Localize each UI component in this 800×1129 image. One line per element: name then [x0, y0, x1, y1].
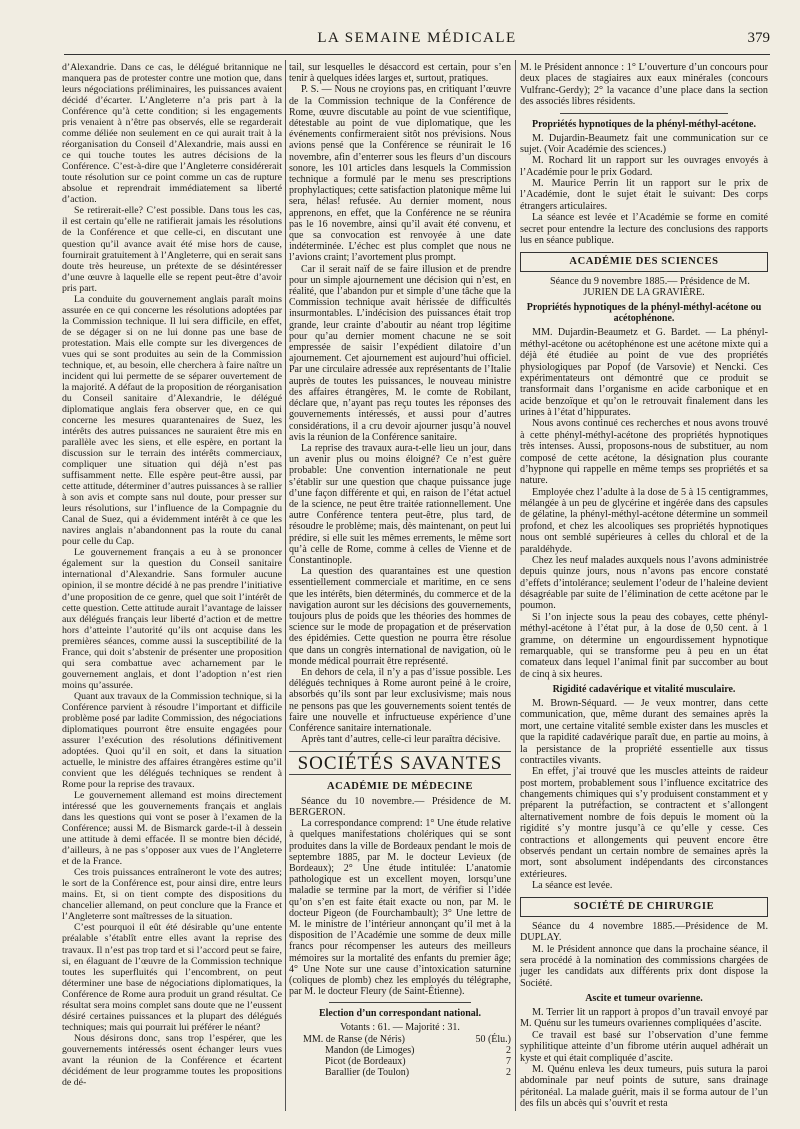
candidate-name: Picot (de Bordeaux)	[325, 1056, 406, 1068]
journal-title: LA SEMAINE MÉDICALE	[317, 30, 517, 46]
divider	[560, 113, 728, 114]
candidate-name: MM. de Ranse (de Néris)	[303, 1033, 405, 1045]
hypnotic-heading-2: Propriétés hypnotiques de la phényl-méthyl-acétone ou acétophénone.	[526, 302, 762, 325]
paragraph: La conduite du gouvernement anglais paraît moins assurée en ce qui concerne les résolutions adoptées par la Commission technique. Il lui sera difficile, en effet, de se dégager si on ne lui donne pas une base de protestation. Mais elle compte sur les divergences de vues qui se sont produites au sein de la Commission technique, et, au besoin, elle cherchera à faire naître un incident qui lui permette de se séparer ouvertement de la majorité. A défaut de la proposition de réorganisation du Conseil sanitaire d’Alexandrie, le délégué diplomatique anglais fera observer que, en ce qui concerne les mesures quarantenaires de Suez, les intérêts des autres puissances ne sauraient être mis en parallèle avec les siens, et elle espère, en portant la discussion sur le terrain des intérêts commerciaux, compliquer une situation qui déjà n’est pas suffisamment nette. Elle espère peut-être aussi, par cette attitude, déterminer d’autres puissances à se rallier à son avis et compte sans nul doute, pour presser sur leurs résolutions, sur l’influence de la Compagnie du Canal de Suez, qui a évidemment intérêt à ce que les navires anglais n’abandonnent pas la route du canal pour celle du Cap.	[62, 293, 282, 548]
header-rule	[64, 54, 770, 55]
paragraph: La reprise des travaux aura-t-elle lieu un jour, dans un avenir plus ou moins éloigné? Ce n’est guère probable: Une convention internationale ne peut s’établir sur une question que chaque puissance juge d’une façon différente et qui, en raison de l’état actuel de la science, ne peut être traitée rationnellement. Une autre Conférence tentera peut-être, plus tard, de résoudre le problème; mais, dès maintenant, on peut lui prédire, si elle suit les mêmes errements, le même sort qu’à celle de Rome, comme à celles de Vienne et de Constantinople.	[289, 442, 511, 566]
paragraph: Car il serait naïf de se faire illusion et de prendre pour un simple ajournement une décision qui n’est, en réalité, que l’abandon pur et simple d’une tâche que la Commission technique avait hérissée de difficultés insurmontables. L’indécision des puissances était trop grande, leur crainte d’aboutir au néant trop légitime pour qu’au dernier moment chacune ne se soit empressée de saisir l’expédient dilatoire d’un ajournement. Cet ajournement est aujourd’hui officiel. Par une circulaire adressée aux représentants de l’Italie auprès de toutes les puissances, le nouveau ministre des affaires étrangères, M. le comte de Robilant, déclare que, n’ayant pas reçu toutes les réponses des gouvernements intéressés, et aussi pour d’autres considérations, il a cru devoir ajourner jusqu’à nouvel avis la réunion de la Conférence sanitaire.	[289, 263, 511, 443]
paragraph: Après tant d’autres, celle-ci leur paraîtra décisive.	[301, 734, 501, 746]
paragraph: M. Quénu enleva les deux tumeurs, puis sutura la paroi abdominale par neuf points de suture, sans drainage péritonéal. La malade guérit, mais il se forma autour de l’un des fils un abcès qui s’ouvrit et resta	[520, 1063, 768, 1109]
page-number: 379	[747, 30, 770, 46]
paragraph: Se retirerait-elle? C’est possible. Dans tous les cas, il est certain qu’elle ne ratifierait jamais les résolutions de la Conférence et que celle-ci, en discutant une question qu’il avance avait été mise hors de cause, fournirait gratuitement à l’Angleterre, qui en serait sans doute très heureuse, un prétexte de se désintéresser d’une œuvre à laquelle elle se repent peut-être d’avoir pris part.	[62, 205, 282, 294]
divider	[329, 1002, 471, 1003]
seance-line: Séance du 10 novembre.— Présidence de M. BERGERON.	[289, 795, 511, 818]
vote-row	[289, 1056, 511, 1067]
paragraph: MM. Dujardin-Beaumetz et G. Bardet. — La phényl-méthyl-acétone ou acétophénone est une acétone mixte qui a déjà été étudiée au point de vue des propriétés physiologiques par Popof (de Varsovie) et Nencki. Ces expérimentateurs ont démontré que ce produit se transformait dans l’organisme en acide carbonique et en acide benzoïque et qu’on le retrouvait finalement dans les urines à l’état d’hippurates.	[520, 327, 768, 418]
vote-count: 7	[506, 1056, 511, 1068]
paragraph: M. Dujardin-Beaumetz fait une communication sur ce sujet. (Voir Académie des sciences.)	[520, 132, 768, 155]
paragraph: Quant aux travaux de la Commission technique, si la Conférence parvient à résoudre l’important et difficile problème posé par ladite Commission, des négociations diplomatiques pourront être ensuite engagées pour assurer l’exécution des résolutions définitivement adoptées. Quoi qu’il en soit, et dans la situation actuelle, le ministre des affaires étrangères estime qu’il convient que les délégués techniques se rendent à Rome pour la reprise des travaux.	[62, 690, 282, 791]
vote-count: 2	[506, 1044, 511, 1056]
paragraph: Nous désirons donc, sans trop l’espérer, que les gouvernements intéressés osent échanger leurs vues avant la réunion de la Conférence et écartent décidément de leur programme toutes les propositions de dé-	[62, 1032, 282, 1088]
paragraph: La séance est levée et l’Académie se forme en comité secret pour entendre la lecture des conclusions des rapports lus en séance publique.	[520, 212, 768, 246]
column-divider-2	[515, 60, 516, 1111]
seance-line: Séance du 9 novembre 1885.— Présidence de M. JURIEN DE LA GRAVIÈRE.	[550, 275, 750, 298]
ascite-heading: Ascite et tumeur ovarienne.	[585, 993, 703, 1004]
president-announcement: M. le Président annonce : 1° L’ouverture d’un concours pour deux places de stagiaires aux eaux minérales (concours Vulfranc-Gerdy); 2° la vacance d’une place dans la section des associés libres résidents.	[520, 62, 768, 108]
votants-line: Votants : 61. — Majorité : 31.	[340, 1022, 460, 1034]
paragraph: tail, sur lesquelles le désaccord est certain, pour s’en tenir à quelques idées larges et, surtout, pratiques.	[289, 62, 511, 85]
paragraph: M. le Président annonce que dans la prochaine séance, il sera procédé à la nomination des commissions chargées de juger les candidats aux différents prix dont dispose la Société.	[520, 943, 768, 989]
paragraph: Ces trois puissances entraîneront le vote des autres; le sort de la Conférence est, pour ainsi dire, entre leurs mains. Et, si on tient compte des dispositions du chancelier allemand, on peut conclure que la France et l’Angleterre sont maîtresses de la situation.	[62, 867, 282, 923]
hypnotic-heading: Propriétés hypnotiques de la phényl-méthyl-acétone.	[532, 118, 756, 130]
postscript-paragraph: P. S. — Nous ne croyions pas, en critiquant l’œuvre de la Commission technique de la Conférence de Rome, œuvre discutable au point de vue scientifique, détestable au point de vue diplomatique, que les événements confirmeraient sitôt nos prévisions. Nous avions pensé que la Conférence se réunirait le 16 novembre, afin d’enterrer sous les fleurs d’un discours sonore, les 101 articles dans lesquels la Commission technique a formulé par le menu ses prescriptions prophylactiques; cette satisfaction platonique même lui sera, hélas! refusée. Au dernier moment, nous apprenons, en effet, que la Conférence ne se réunira pas le 16 novembre, ainsi qu’il avait été convenu, et que sa convocation est renvoyée à une date indéterminée. L’échec est plus complet que nous ne l’avions craint; l’avortement plus prompt.	[289, 84, 511, 264]
candidate-name: Mandon (de Limoges)	[325, 1044, 415, 1056]
paragraph: M. Rochard lit un rapport sur les ouvrages envoyés à l’Académie pour le prix Godard.	[520, 155, 768, 178]
seance-line: Séance du 4 novembre 1885.—Présidence de M. DUPLAY.	[520, 920, 768, 944]
column-2	[289, 62, 511, 1078]
candidate-name: Barallier (de Toulon)	[325, 1067, 410, 1079]
column-1	[62, 62, 282, 1088]
paragraph: La séance est levée.	[532, 880, 613, 891]
vote-count: 50 (Élu.)	[475, 1033, 511, 1045]
paragraph: Chez les neuf malades auxquels nous l’avons administrée depuis quinze jours, nous n’avons pas encore constaté d’effets d’intolérance; seulement l’odeur de l’haleine devient désagréable par suite de l’élimination de cette acétone par le poumon.	[520, 554, 768, 612]
paragraph: Nous avons continué ces recherches et nous avons trouvé à cette phényl-méthyl-acétone des propriétés hypnotiques très intenses. Aussi, proposons-nous de substituer, au nom composé de cette acétone, la désignation plus courante d’hypnone qui rappelle en même temps ses propriétés et sa nature.	[520, 418, 768, 487]
paragraph: d’Alexandrie. Dans ce cas, le délégué britannique ne manquera pas de protester contre une motion que, dans leurs négociations préliminaires, les puissances avaient décidé d’écarter. L’Angleterre n’a pris part à la Conférence qu’à cette condition; si les engagements pris venaient à n’être pas observés, elle se regarderait comme déliée non seulement en ce qui aurait trait à la réorganisation du Conseil d’Alexandrie, mais aussi en ce qui touche toutes les autres décisions de la Conférence. C’est-à-dire que l’Angleterre considérerait toute résolution sur ce point comme un cas de rupture absolue et reprendrait immédiatement sa liberté d’action.	[62, 62, 282, 206]
paragraph: M. Maurice Perrin lit un rapport sur le prix de l’Académie, dont le sujet était le suivant: Des corps étrangers articulaires.	[520, 178, 768, 212]
paragraph: C’est pourquoi il eût été désirable qu’une entente préalable s’établît entre elles avant la reprise des travaux. Il n’est pas trop tard et si l’accord peut se faire, si, en élaguant de l’œuvre de la Commission technique toutes les superfluités qui l’encombrent, on peut déterminer une base de négociations diplomatiques, la Conférence de Rome aura produit un grand résultat. Ce résultat sera moins complet sans doute que ne l’eussent désiré certaines puissances et la plupart des délégués techniques; mais qui pourrait lui préférer le néant?	[62, 922, 282, 1033]
rigidity-heading: Rigidité cadavérique et vitalité musculaire.	[552, 684, 736, 695]
academie-medecine-heading: ACADÉMIE DE MÉDECINE	[327, 780, 473, 792]
paragraph: Le gouvernement français a eu à se prononcer également sur la question du Conseil sanitaire international d’Alexandrie. Sans formuler aucune opinion, il se montre décidé à ne pas prendre l’initiative d’une proposition de ce genre, quel que soit l’intérêt de cette question. Cette attitude aurait l’avantage de laisser aux délégués français leur liberté d’action et de mettre hors d’atteinte l’autorité qu’ils ont acquise dans les premières séances, comme aussi la susceptibilité de la France, qui doit s’abstenir de présenter une proposition qui sera combattue avec acharnement par le gouvernement anglais, et dont l’adoption n’est rien moins qu’assurée.	[62, 547, 282, 691]
paragraph: La question des quarantaines est une question essentiellement commerciale et maritime, en ce sens que les intérêts, bien déterminés, du commerce et de la navigation auront sur les décisions des gouvernements, toujours plus de poids que les théories des hommes de science sur le mode de propagation et de préservation des épidémies. Cette question ne pourra être résolue que dans un congrès international de navigation, où le monde médical pourrait être représenté.	[289, 566, 511, 667]
column-divider-1	[285, 60, 286, 1111]
paragraph: Le gouvernement allemand est moins directement intéressé que les gouvernements français et anglais dans les questions qui vont se poser à l’examen de la Conférence; aussi M. de Bismarck garde-t-il à dessein une attitude à demi effacée. Il se montre bien décidé, d’ailleurs, à ne pas s’opposer aux vues de l’Angleterre et de la France.	[62, 790, 282, 868]
paragraph: M. Brown-Séquard. — Je veux montrer, dans cette communication, que, même durant des semaines après la mort, une certaine vitalité semble exister dans les muscles et que la rapidité cadavérique paraît due, en partie au moins, à la persistance de la propriété essentielle aux tissus contractiles vivants.	[520, 698, 768, 766]
column-3	[520, 62, 768, 1109]
paragraph: M. Terrier lit un rapport à propos d’un travail envoyé par M. Quénu sur les tumeurs ovariennes compliquées d’ascite.	[520, 1007, 768, 1030]
paragraph: Employée chez l’adulte à la dose de 5 à 15 centigrammes, mélangée à un peu de glycérine et ingérée dans des capsules de gélatine, la phényl-méthyl-acétone détermine un sommeil profond, et chez les alcooliques ses propriétés hypnotiques nous ont semblé supérieures à celles du chloral et de la paraldéhyde.	[520, 486, 768, 555]
vote-row	[289, 1034, 511, 1045]
correspondance-paragraph: La correspondance comprend: 1° Une étude relative à quelques manifestations cholériques qui se sont produites dans la ville de Bordeaux pendant le mois de septembre 1885, par M. le docteur Levieux (de Bordeaux); 2° Une étude intitulée: L’anatomie pathologique est un excellent moyen, lorsqu’une maladie se termine par la mort, de vérifier si l’idée qu’on s’en est faite était exacte ou non, par M. le docteur Pigeon (de Fourchambault); 3° Une lettre de M. le ministre de l’intérieur annonçant qu’il met à la disposition de l’Académie une somme de deux mille francs pour récompenser les auteurs des meilleurs mémoires sur la mortalité des enfants du premier âge; 4° Une Note sur une cause d’intoxication saturnine (coliques de plomb) chez les employés du télégraphe, par M. le docteur Fleury (de Saint-Étienne).	[289, 818, 511, 998]
vote-row	[289, 1045, 511, 1056]
societe-chirurgie-heading: SOCIÉTÉ DE CHIRURGIE	[520, 897, 768, 916]
paragraph: Si l’on injecte sous la peau des cobayes, cette phényl-méthyl-acétone à l’état pur, à la dose de 0,50 cent. à 1 gramme, on détermine un engourdissement hypnotique remarquable, qui se transforme peu à peu en un état comateux dans lequel l’animal finit par succomber au bout de cinq à six heures.	[520, 611, 768, 680]
paragraph: En effet, j’ai trouvé que les muscles atteints de raideur post mortem, probablement sous l’influence excitatrice des changements chimiques qui s’y produisent constamment et y préparent la putréfaction, se contractent et s’allongent alternativement nombre de fois depuis le moment où la rigidité s’y montre jusqu’à ce qu’elle y cesse. Ces contractions et allongements qui peuvent encore être observés pendant un certain nombre de semaines après la mort, sont absolument indépendants des circonstances extérieures.	[520, 766, 768, 880]
vote-row	[289, 1067, 511, 1078]
academie-sciences-heading: ACADÉMIE DES SCIENCES	[520, 252, 768, 271]
section-title-societes-savantes: SOCIÉTÉS SAVANTES	[289, 751, 511, 774]
page-header	[64, 30, 770, 52]
paragraph: Ce travail est basé sur l’observation d’une femme syphilitique atteinte d’un fibrome utérin auquel adhérait un kyste et qui était compliquée d’ascite.	[520, 1029, 768, 1064]
paragraph: En dehors de cela, il n’y a pas d’issue possible. Les délégués techniques à Rome auront peiné à le croire, absorbés qu’ils sont par leur exclusivisme; mais nous ne pensons pas que les gouvernements soient tentés de faire une nouvelle et infructueuse expérience d’une Conférence sanitaire internationale.	[289, 666, 511, 734]
election-heading: Election d’un correspondant national.	[318, 1008, 482, 1020]
vote-count: 2	[506, 1067, 511, 1079]
